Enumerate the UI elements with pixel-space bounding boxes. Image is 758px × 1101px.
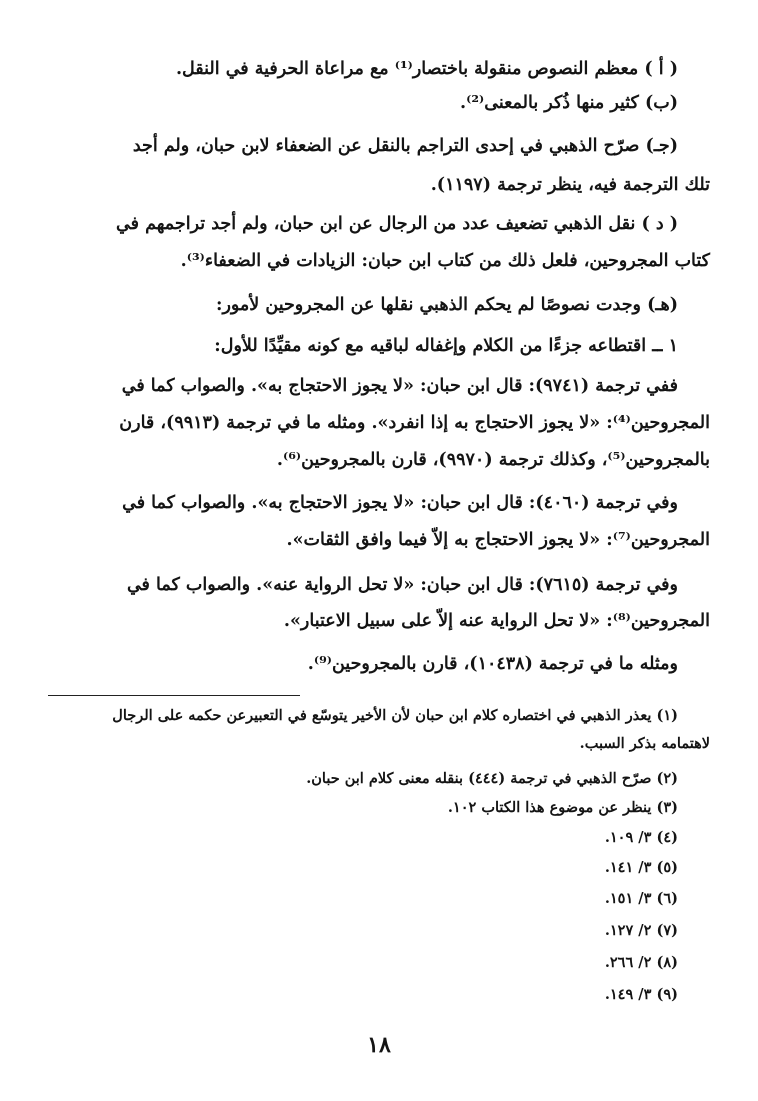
footnote-8: (٨) ٢/ ٢٦٦. [604, 954, 678, 971]
clause-c-line-2: تلك الترجمة فيه، ينظر ترجمة (١١٩٧). [430, 175, 710, 195]
footnote-4: (٤) ٣/ ١٠٩. [604, 829, 678, 846]
footnote-2: (٢) صرّح الذهبي في ترجمة (٤٤٤) بنقله معنى كلام ابن حبان. [306, 770, 678, 787]
footnote-9: (٩) ٣/ ١٤٩. [604, 986, 678, 1003]
clause-e: (هـ) وجدت نصوصًا لم يحكم الذهبي نقلها عن المجروحين لأمور: [215, 295, 678, 315]
page-number: ١٨ [367, 1032, 391, 1058]
example-10438: ومثله ما في ترجمة (١٠٤٣٨)، قارن بالمجروحين⁽⁹⁾. [307, 654, 678, 674]
example-4060-line-2: المجروحين⁽⁷⁾: «لا يجوز الاحتجاج به إلاّ فيما وافق الثقات». [286, 530, 710, 550]
example-9741-line-3: بالمجروحين⁽⁵⁾، وكذلك ترجمة (٩٩٧٠)، قارن بالمجروحين⁽⁶⁾. [276, 450, 710, 470]
footnote-6: (٦) ٣/ ١٥١. [604, 890, 678, 907]
example-4060-line-1: وفي ترجمة (٤٠٦٠): قال ابن حبان: «لا يجوز الاحتجاج به». والصواب كما في [122, 493, 678, 513]
clause-d-line-1: ( د ) نقل الذهبي تضعيف عدد من الرجال عن ابن حبان، ولم أجد تراجمهم في [116, 214, 678, 234]
clause-b: (ب) كثير منها ذُكر بالمعنى⁽²⁾. [460, 93, 678, 113]
example-7615-line-2: المجروحين⁽⁸⁾: «لا تحل الرواية عنه إلاّ على سبيل الاعتبار». [283, 611, 710, 631]
footnote-1-line-1: (١) يعذر الذهبي في اختصاره كلام ابن حبان لأن الأخير يتوسّع في التعبيرعن حكمه على الرجال [112, 707, 678, 724]
footnote-1-line-2: لاهتمامه بذكر السبب. [579, 735, 710, 752]
clause-a: ( أ ) معظم النصوص منقولة باختصار⁽¹⁾ مع مراعاة الحرفية في النقل. [175, 59, 678, 79]
point-1: ١ ــ اقتطاعه جزءًا من الكلام وإغفاله لباقيه مع كونه مقيِّدًا للأول: [214, 336, 678, 356]
example-9741-line-2: المجروحين⁽⁴⁾: «لا يجوز الاحتجاج به إذا انفرد». ومثله ما في ترجمة (٩٩١٣)، قارن [119, 413, 710, 433]
footnote-7: (٧) ٢/ ١٢٧. [604, 922, 678, 939]
example-9741-line-1: ففي ترجمة (٩٧٤١): قال ابن حبان: «لا يجوز الاحتجاج به». والصواب كما في [121, 376, 678, 396]
clause-d-line-2: كتاب المجروحين، فلعل ذلك من كتاب ابن حبان: الزيادات في الضعفاء⁽³⁾. [180, 251, 710, 271]
example-7615-line-1: وفي ترجمة (٧٦١٥): قال ابن حبان: «لا تحل الرواية عنه». والصواب كما في [126, 575, 678, 595]
footnote-3: (٣) ينظر عن موضوع هذا الكتاب ١٠٢. [447, 799, 678, 816]
footnote-separator [48, 695, 300, 696]
footnote-5: (٥) ٣/ ١٤١. [604, 859, 678, 876]
clause-c-line-1: (جـ) صرّح الذهبي في إحدى التراجم بالنقل عن الضعفاء لابن حبان، ولم أجد [132, 136, 678, 156]
